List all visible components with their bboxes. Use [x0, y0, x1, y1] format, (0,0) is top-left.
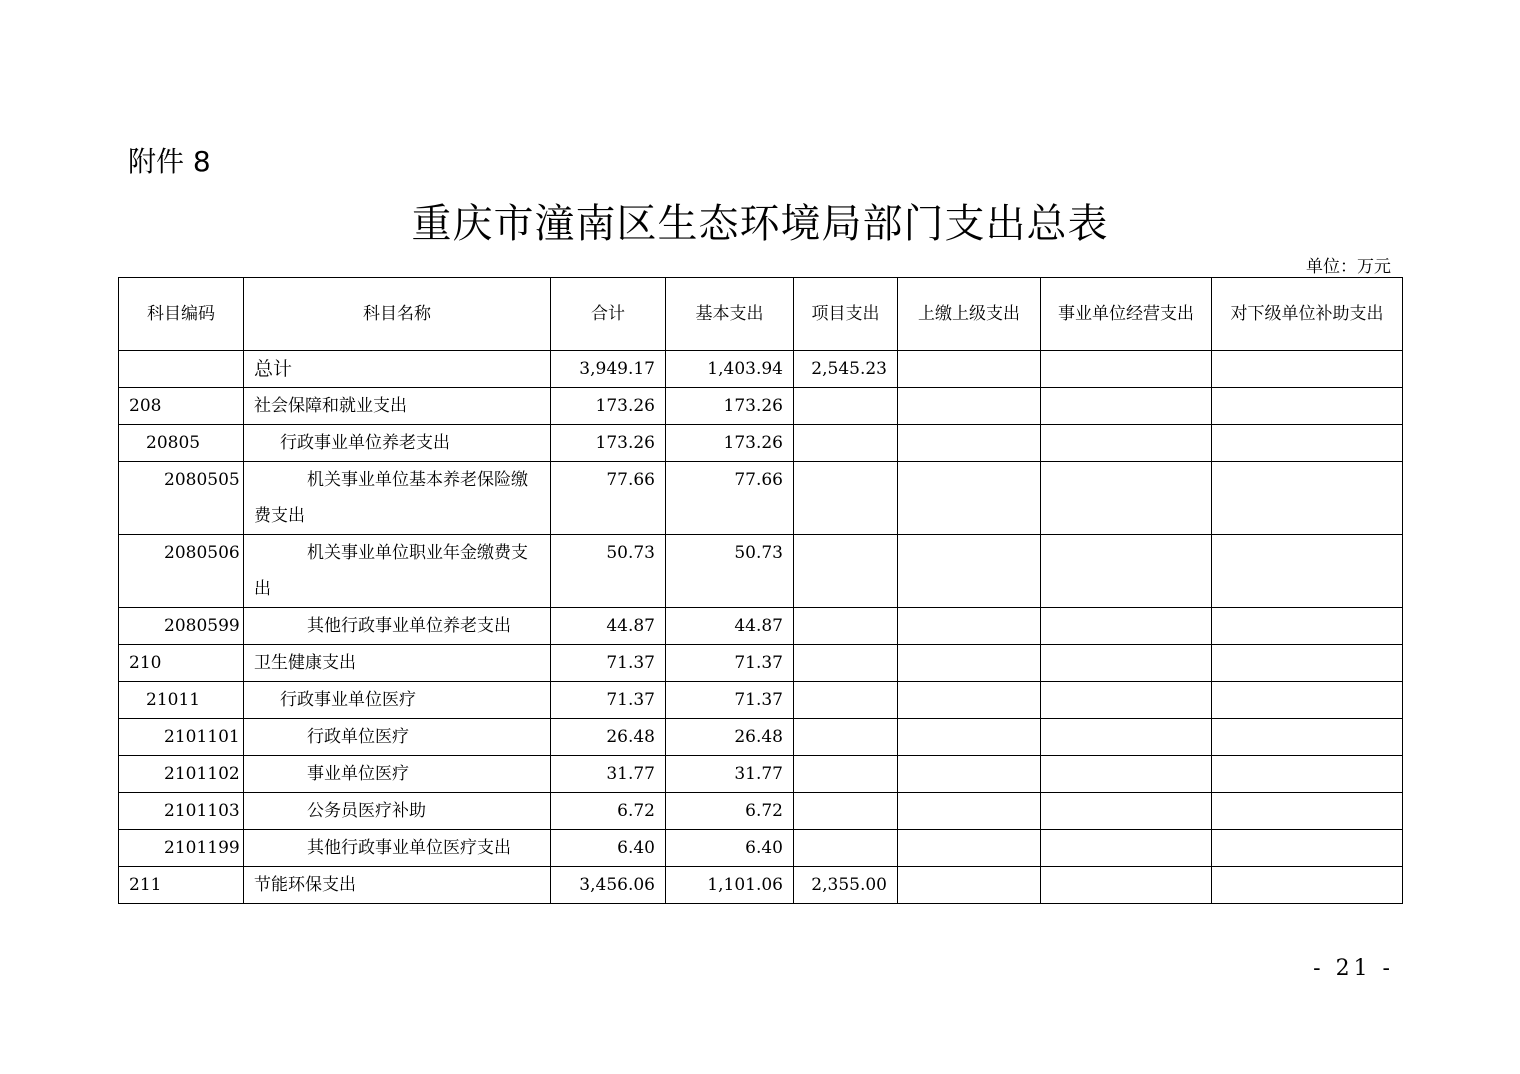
cell-basic: 1,403.94 [666, 351, 794, 388]
cell-business [1041, 351, 1212, 388]
cell-total: 6.72 [551, 793, 666, 830]
cell-project [794, 793, 898, 830]
cell-project [794, 830, 898, 867]
cell-total: 6.40 [551, 830, 666, 867]
cell-subsidy [1212, 388, 1403, 425]
column-header-business: 事业单位经营支出 [1041, 278, 1212, 351]
cell-project [794, 425, 898, 462]
cell-project [794, 719, 898, 756]
cell-basic: 6.72 [666, 793, 794, 830]
table-row [119, 867, 1403, 904]
cell-business [1041, 425, 1212, 462]
cell-name: 卫生健康支出 [244, 645, 551, 682]
cell-name-text: 其他行政事业单位养老支出 [307, 616, 511, 636]
cell-subsidy [1212, 682, 1403, 719]
cell-total: 44.87 [551, 608, 666, 645]
cell-basic: 77.66 [666, 462, 794, 535]
cell-subsidy [1212, 793, 1403, 830]
cell-total: 173.26 [551, 425, 666, 462]
cell-upper [898, 535, 1041, 608]
cell-code: 2101199 [119, 830, 244, 867]
column-header-total: 合计 [551, 278, 666, 351]
cell-total: 173.26 [551, 388, 666, 425]
cell-total: 31.77 [551, 756, 666, 793]
unit-label: 单位：万元 [1306, 257, 1391, 277]
cell-total: 3,949.17 [551, 351, 666, 388]
expenditure-table [118, 277, 1403, 904]
table-row [119, 830, 1403, 867]
cell-basic: 1,101.06 [666, 867, 794, 904]
cell-name-text: 事业单位医疗 [307, 764, 409, 784]
cell-name [244, 535, 551, 608]
cell-name: 社会保障和就业支出 [244, 388, 551, 425]
cell-name: 总计 [244, 351, 551, 388]
cell-code: 208 [119, 388, 244, 425]
cell-name-text: 其他行政事业单位医疗支出 [307, 838, 511, 858]
cell-name [244, 462, 551, 535]
cell-basic: 173.26 [666, 388, 794, 425]
cell-upper [898, 793, 1041, 830]
table-row [119, 388, 1403, 425]
column-header-basic: 基本支出 [666, 278, 794, 351]
cell-upper [898, 388, 1041, 425]
column-header-code: 科目编码 [119, 278, 244, 351]
cell-basic: 44.87 [666, 608, 794, 645]
cell-code: 2101103 [119, 793, 244, 830]
column-header-subsidy: 对下级单位补助支出 [1212, 278, 1403, 351]
column-header-name: 科目名称 [244, 278, 551, 351]
cell-project [794, 682, 898, 719]
cell-business [1041, 535, 1212, 608]
cell-project [794, 535, 898, 608]
table-row [119, 645, 1403, 682]
cell-project [794, 462, 898, 535]
cell-basic: 173.26 [666, 425, 794, 462]
cell-name-text: 行政单位医疗 [307, 727, 409, 747]
cell-business [1041, 682, 1212, 719]
cell-upper [898, 351, 1041, 388]
table-row [119, 425, 1403, 462]
cell-basic: 26.48 [666, 719, 794, 756]
cell-code [119, 351, 244, 388]
cell-business [1041, 830, 1212, 867]
table-row [119, 793, 1403, 830]
cell-business [1041, 793, 1212, 830]
cell-code: 210 [119, 645, 244, 682]
table-row [119, 608, 1403, 645]
page-number: - 21 - [1313, 956, 1394, 981]
cell-name-text: 公务员医疗补助 [307, 801, 426, 821]
cell-project [794, 388, 898, 425]
cell-upper [898, 719, 1041, 756]
cell-project: 2,355.00 [794, 867, 898, 904]
cell-name [244, 830, 551, 867]
cell-business [1041, 608, 1212, 645]
cell-code: 20805 [119, 425, 244, 462]
table-header-row [119, 278, 1403, 351]
cell-business [1041, 756, 1212, 793]
cell-total: 26.48 [551, 719, 666, 756]
cell-subsidy [1212, 425, 1403, 462]
cell-subsidy [1212, 351, 1403, 388]
cell-upper [898, 867, 1041, 904]
cell-upper [898, 608, 1041, 645]
cell-code: 2101101 [119, 719, 244, 756]
cell-business [1041, 719, 1212, 756]
table-row [119, 462, 1403, 535]
cell-code: 21011 [119, 682, 244, 719]
cell-subsidy [1212, 462, 1403, 535]
cell-name: 行政事业单位医疗 [244, 682, 551, 719]
column-header-upper: 上缴上级支出 [898, 278, 1041, 351]
cell-code: 2080599 [119, 608, 244, 645]
cell-total: 71.37 [551, 682, 666, 719]
cell-basic: 6.40 [666, 830, 794, 867]
cell-project [794, 645, 898, 682]
cell-project [794, 756, 898, 793]
cell-basic: 71.37 [666, 645, 794, 682]
table-row [119, 719, 1403, 756]
cell-upper [898, 756, 1041, 793]
table-row-total [119, 351, 1403, 388]
cell-name [244, 756, 551, 793]
cell-subsidy [1212, 867, 1403, 904]
cell-name-text: 机关事业单位职业年金缴费支出 [254, 543, 528, 599]
cell-upper [898, 645, 1041, 682]
cell-project [794, 608, 898, 645]
cell-upper [898, 830, 1041, 867]
cell-basic: 31.77 [666, 756, 794, 793]
cell-subsidy [1212, 535, 1403, 608]
cell-total: 77.66 [551, 462, 666, 535]
cell-code: 2080505 [119, 462, 244, 535]
cell-code: 2080506 [119, 535, 244, 608]
cell-code: 211 [119, 867, 244, 904]
cell-upper [898, 425, 1041, 462]
cell-name [244, 608, 551, 645]
table-row [119, 535, 1403, 608]
cell-upper [898, 462, 1041, 535]
cell-business [1041, 462, 1212, 535]
cell-name: 行政事业单位养老支出 [244, 425, 551, 462]
cell-basic: 50.73 [666, 535, 794, 608]
cell-subsidy [1212, 645, 1403, 682]
cell-project: 2,545.23 [794, 351, 898, 388]
cell-subsidy [1212, 719, 1403, 756]
cell-subsidy [1212, 830, 1403, 867]
cell-business [1041, 867, 1212, 904]
cell-upper [898, 682, 1041, 719]
attachment-label: 附件 8 [128, 145, 211, 178]
cell-total: 50.73 [551, 535, 666, 608]
cell-total: 71.37 [551, 645, 666, 682]
column-header-project: 项目支出 [794, 278, 898, 351]
cell-total: 3,456.06 [551, 867, 666, 904]
cell-name [244, 793, 551, 830]
cell-basic: 71.37 [666, 682, 794, 719]
cell-name: 节能环保支出 [244, 867, 551, 904]
cell-business [1041, 645, 1212, 682]
cell-business [1041, 388, 1212, 425]
cell-name [244, 719, 551, 756]
page-title: 重庆市潼南区生态环境局部门支出总表 [411, 201, 1109, 247]
cell-subsidy [1212, 756, 1403, 793]
table-row [119, 682, 1403, 719]
cell-name-text: 机关事业单位基本养老保险缴费支出 [254, 470, 528, 526]
cell-subsidy [1212, 608, 1403, 645]
table-row [119, 756, 1403, 793]
cell-code: 2101102 [119, 756, 244, 793]
